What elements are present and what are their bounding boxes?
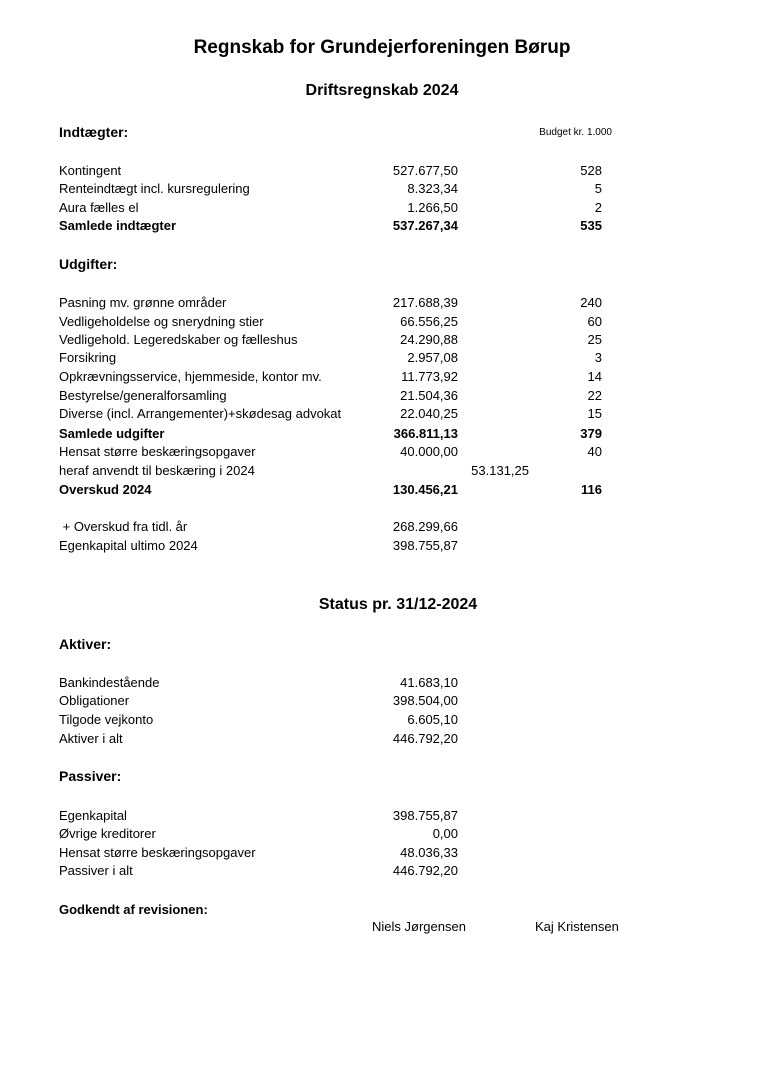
table-row — [0, 313, 764, 331]
table-row — [0, 807, 764, 825]
row-label: Vedligeholdelse og snerydning stier — [59, 314, 264, 329]
row-amount: 21.504,36 — [400, 388, 458, 403]
row-label: Passiver i alt — [59, 863, 133, 878]
row-label: Vedligehold. Legeredskaber og fælleshus — [59, 332, 298, 347]
row-budget: 528 — [580, 163, 602, 178]
signer-1: Niels Jørgensen — [372, 919, 466, 934]
expenses-total-row — [0, 425, 764, 443]
row-amount: 2.957,08 — [407, 350, 458, 365]
row-amount: 398.755,87 — [392, 538, 458, 553]
table-row — [0, 825, 764, 843]
approval-heading: Godkendt af revisionen: — [59, 902, 208, 917]
used-row — [0, 462, 764, 480]
row-amount: 48.036,33 — [400, 845, 458, 860]
table-row — [0, 349, 764, 367]
row-amount: 40.000,00 — [400, 444, 458, 459]
row-amount: 398.504,00 — [392, 693, 458, 708]
surplus-row — [0, 481, 764, 499]
row-budget: 2 — [594, 200, 602, 215]
row-budget: 60 — [587, 314, 602, 329]
row-budget: 3 — [594, 350, 602, 365]
row-label: Egenkapital ultimo 2024 — [59, 538, 198, 553]
row-label: Hensat større beskæringsopgaver — [59, 845, 256, 860]
table-row — [0, 730, 764, 748]
row-label: Renteindtægt incl. kursregulering — [59, 181, 250, 196]
row-amount: 366.811,13 — [393, 426, 458, 441]
table-row — [0, 711, 764, 729]
signer-2: Kaj Kristensen — [535, 919, 619, 934]
row-label: heraf anvendt til beskæring i 2024 — [59, 463, 255, 478]
row-amount: 398.755,87 — [392, 808, 458, 823]
row-amount: 53.131,25 — [471, 463, 529, 478]
status-title: Status pr. 31/12-2024 — [318, 596, 478, 613]
row-budget: 22 — [587, 388, 602, 403]
table-row — [0, 199, 764, 217]
row-label: Forsikring — [59, 350, 117, 365]
document-subtitle: Driftsregnskab 2024 — [305, 82, 459, 99]
row-amount: 0,00 — [432, 826, 458, 841]
row-label: Øvrige kreditorer — [59, 826, 156, 841]
row-label: + Overskud fra tidl. år — [59, 519, 188, 534]
row-label: Samlede udgifter — [59, 426, 165, 441]
row-amount: 268.299,66 — [392, 519, 458, 534]
row-budget: 25 — [587, 332, 602, 347]
table-row — [0, 387, 764, 405]
table-row — [0, 162, 764, 180]
income-total-row — [0, 217, 764, 235]
table-row — [0, 331, 764, 349]
row-label: Pasning mv. grønne områder — [59, 295, 227, 310]
row-label: Opkrævningsservice, hjemmeside, kontor mv. — [59, 369, 322, 384]
reserve-row — [0, 443, 764, 461]
row-budget: 15 — [587, 406, 602, 421]
expenses-heading: Udgifter: — [59, 256, 118, 272]
row-amount: 446.792,20 — [392, 731, 458, 746]
row-amount: 22.040,25 — [400, 406, 458, 421]
row-label: Egenkapital — [59, 808, 127, 823]
row-amount: 446.792,20 — [392, 863, 458, 878]
table-row — [0, 368, 764, 386]
row-label: Diverse (incl. Arrangementer)+skødesag advokat — [59, 406, 342, 421]
table-row — [0, 180, 764, 198]
row-budget: 40 — [587, 444, 602, 459]
equity-row — [0, 537, 764, 555]
row-label: Aura fælles el — [59, 200, 139, 215]
table-row — [0, 294, 764, 312]
row-budget: 379 — [580, 426, 602, 441]
row-amount: 130.456,21 — [392, 482, 458, 497]
row-label: Overskud 2024 — [59, 482, 152, 497]
row-amount: 41.683,10 — [400, 675, 458, 690]
table-row — [0, 692, 764, 710]
row-label: Bankindestående — [59, 675, 160, 690]
row-label: Hensat større beskæringsopgaver — [59, 444, 256, 459]
row-amount: 24.290,88 — [400, 332, 458, 347]
row-amount: 1.266,50 — [407, 200, 458, 215]
row-amount: 217.688,39 — [392, 295, 458, 310]
row-label: Bestyrelse/generalforsamling — [59, 388, 227, 403]
document-title: Regnskab for Grundejerforeningen Børup — [193, 37, 571, 58]
row-amount: 66.556,25 — [400, 314, 458, 329]
assets-heading: Aktiver: — [59, 636, 112, 652]
row-budget: 116 — [581, 482, 602, 497]
prev-surplus-row — [0, 518, 764, 536]
row-amount: 537.267,34 — [392, 218, 458, 233]
row-amount: 11.773,92 — [401, 369, 458, 384]
row-budget: 535 — [580, 218, 602, 233]
row-label: Tilgode vejkonto — [59, 712, 154, 727]
row-amount: 8.323,34 — [407, 181, 458, 196]
row-amount: 6.605,10 — [407, 712, 458, 727]
row-budget: 14 — [587, 369, 602, 384]
row-label: Kontingent — [59, 163, 122, 178]
row-label: Aktiver i alt — [59, 731, 123, 746]
table-row — [0, 844, 764, 862]
income-heading: Indtægter: — [59, 124, 129, 140]
liabilities-heading: Passiver: — [59, 768, 122, 784]
row-amount: 527.677,50 — [392, 163, 458, 178]
table-row — [0, 862, 764, 880]
budget-header: Budget kr. 1.000 — [539, 127, 612, 138]
table-row — [0, 674, 764, 692]
row-label: Samlede indtægter — [59, 218, 177, 233]
row-budget: 5 — [594, 181, 602, 196]
row-label: Obligationer — [59, 693, 130, 708]
table-row — [0, 405, 764, 423]
row-budget: 240 — [580, 295, 602, 310]
